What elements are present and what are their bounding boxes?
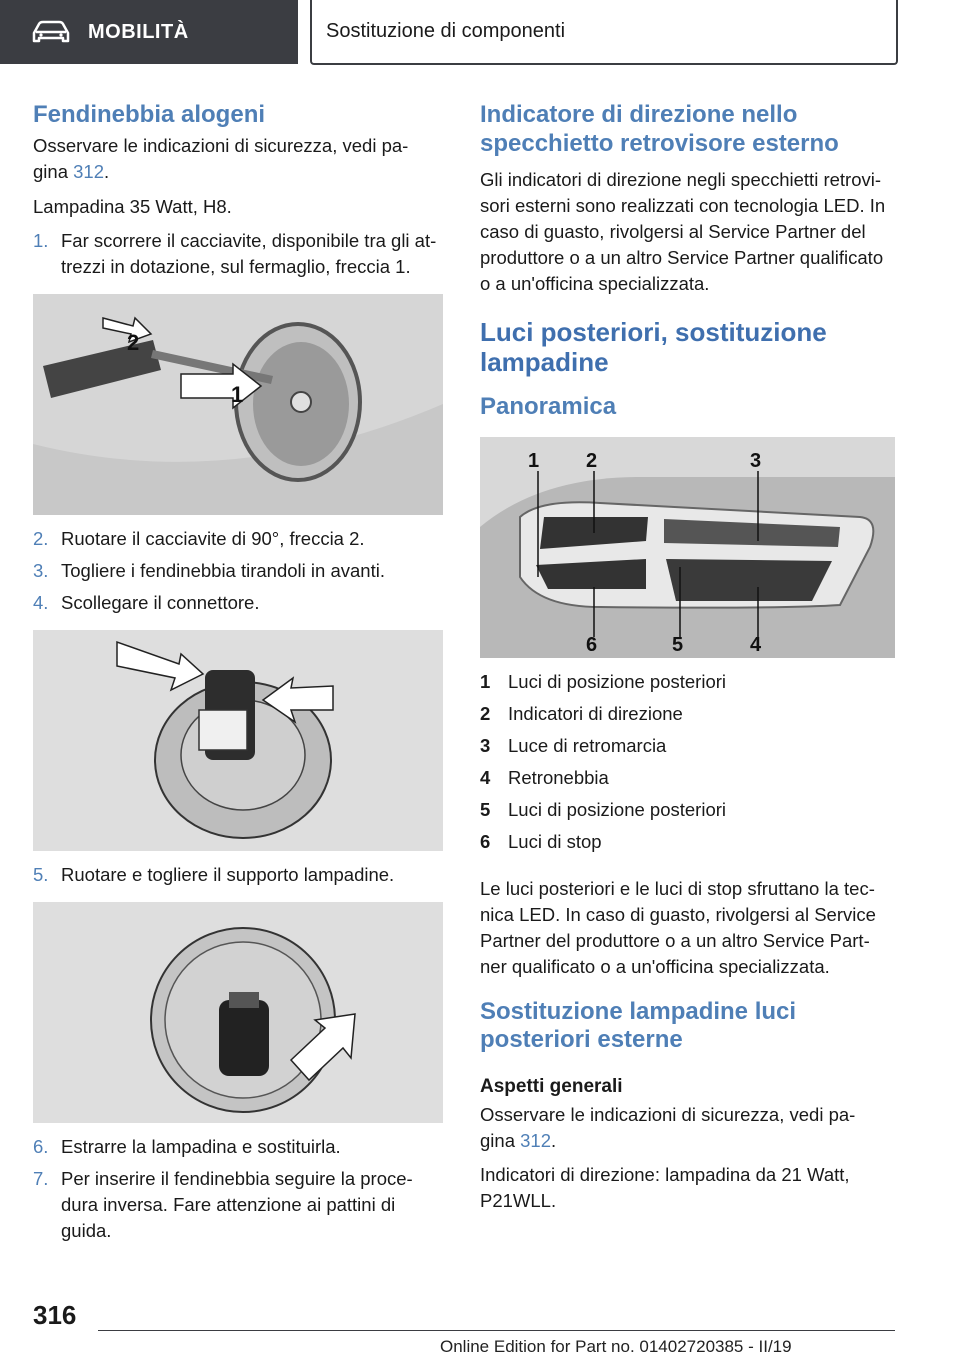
legend-item: 5 Luci di posizione posteriori <box>480 799 727 820</box>
safety-note: Osservare le indicazioni di sicurezza, vedi pa- gina 312. <box>33 135 409 182</box>
step-7: 7. Per inserire il fendinebbia seguire la proce- dura inversa. Fare attenzione ai pattini di guida. <box>33 1168 413 1241</box>
fig1-label-1: 1 <box>231 382 244 407</box>
legend-item: 1 Luci di posizione posteriori <box>480 671 727 692</box>
legend-item: 6 Luci di stop <box>480 831 602 852</box>
mirror-indicator-text: Gli indicatori di direzione negli specchietti retrovi- sori esterni sono realizzati con tecnologia LED. In caso di guasto, rivolgersi al Service Partner del produttore o a un altro Service Partner qualificato o a un'officina specializzata. <box>480 169 886 294</box>
legend-item: 3 Luce di retromarcia <box>480 735 667 756</box>
fig-label-5: 5 <box>672 634 684 656</box>
step-4: 4. Scollegare il connettore. <box>33 592 260 613</box>
lights-legend <box>480 666 895 858</box>
car-icon <box>30 19 72 45</box>
step-6: 6. Estrarre la lampadina e sostituirla. <box>33 1136 341 1157</box>
bulb-spec: Lampadina 35 Watt, H8. <box>33 196 232 217</box>
chapter-label: Sostituzione di componenti <box>326 20 566 42</box>
led-text: Le luci posteriori e le luci di stop sfruttano la tec- nica LED. In caso di guasto, rivolgersi al Service Partner del produttore o a un altro Service Part- ner qualificato o a un'officina specializzata. <box>480 878 876 977</box>
figure-connector <box>33 630 443 851</box>
page-link[interactable]: 312 <box>73 161 104 182</box>
footer-edition: Online Edition for Part no. 01402720385 - II/19 <box>440 1337 792 1356</box>
turn-signal-spec: Indicatori di direzione: lampadina da 21 Watt, P21WLL. <box>480 1164 850 1211</box>
overview-title: Panoramica <box>480 393 617 420</box>
figure-screwdriver <box>33 294 443 515</box>
left-column <box>33 100 443 1244</box>
figure-rear-lights <box>480 437 895 658</box>
fig-label-2: 2 <box>586 450 598 472</box>
mirror-indicator-title: Indicatore di direzione nello specchietto retrovisore esterno <box>480 101 839 157</box>
fig-label-1: 1 <box>528 450 540 472</box>
step-3: 3. Togliere i fendinebbia tirandoli in avanti. <box>33 560 385 581</box>
section-label: MOBILITÀ <box>88 20 189 43</box>
step-1: 1. Far scorrere il cacciavite, disponibile tra gli at- trezzi in dotazione, sul fermaglio, freccia 1. <box>33 230 437 277</box>
replace-bulbs-title: Sostituzione lampadine luci posteriori esterne <box>480 998 797 1053</box>
footer-divider <box>98 1330 895 1331</box>
step-2: 2. Ruotare il cacciavite di 90°, freccia 2. <box>33 528 365 549</box>
fig-label-4: 4 <box>750 634 762 656</box>
page-header <box>0 0 960 66</box>
figure-bulb-holder <box>33 902 443 1123</box>
page-number: 316 <box>33 1300 77 1330</box>
right-column <box>480 100 895 1214</box>
legend-item: 4 Retronebbia <box>480 767 609 788</box>
step-5: 5. Ruotare e togliere il supporto lampadine. <box>33 864 395 885</box>
fig1-label-2: 2 <box>127 330 140 355</box>
chapter-tab[interactable] <box>310 0 898 65</box>
fig-label-6: 6 <box>586 634 598 656</box>
section-tab[interactable] <box>0 0 298 64</box>
legend-item: 2 Indicatori di direzione <box>480 703 683 724</box>
fig-label-3: 3 <box>750 450 762 472</box>
page-link[interactable]: 312 <box>520 1130 551 1151</box>
general-heading: Aspetti generali <box>480 1076 623 1097</box>
rear-lights-title: Luci posteriori, sostituzione lampadine <box>480 317 827 377</box>
safety-note-right: Osservare le indicazioni di sicurezza, vedi pa- gina 312. <box>480 1104 856 1151</box>
fog-lights-title: Fendinebbia alogeni <box>33 101 266 128</box>
